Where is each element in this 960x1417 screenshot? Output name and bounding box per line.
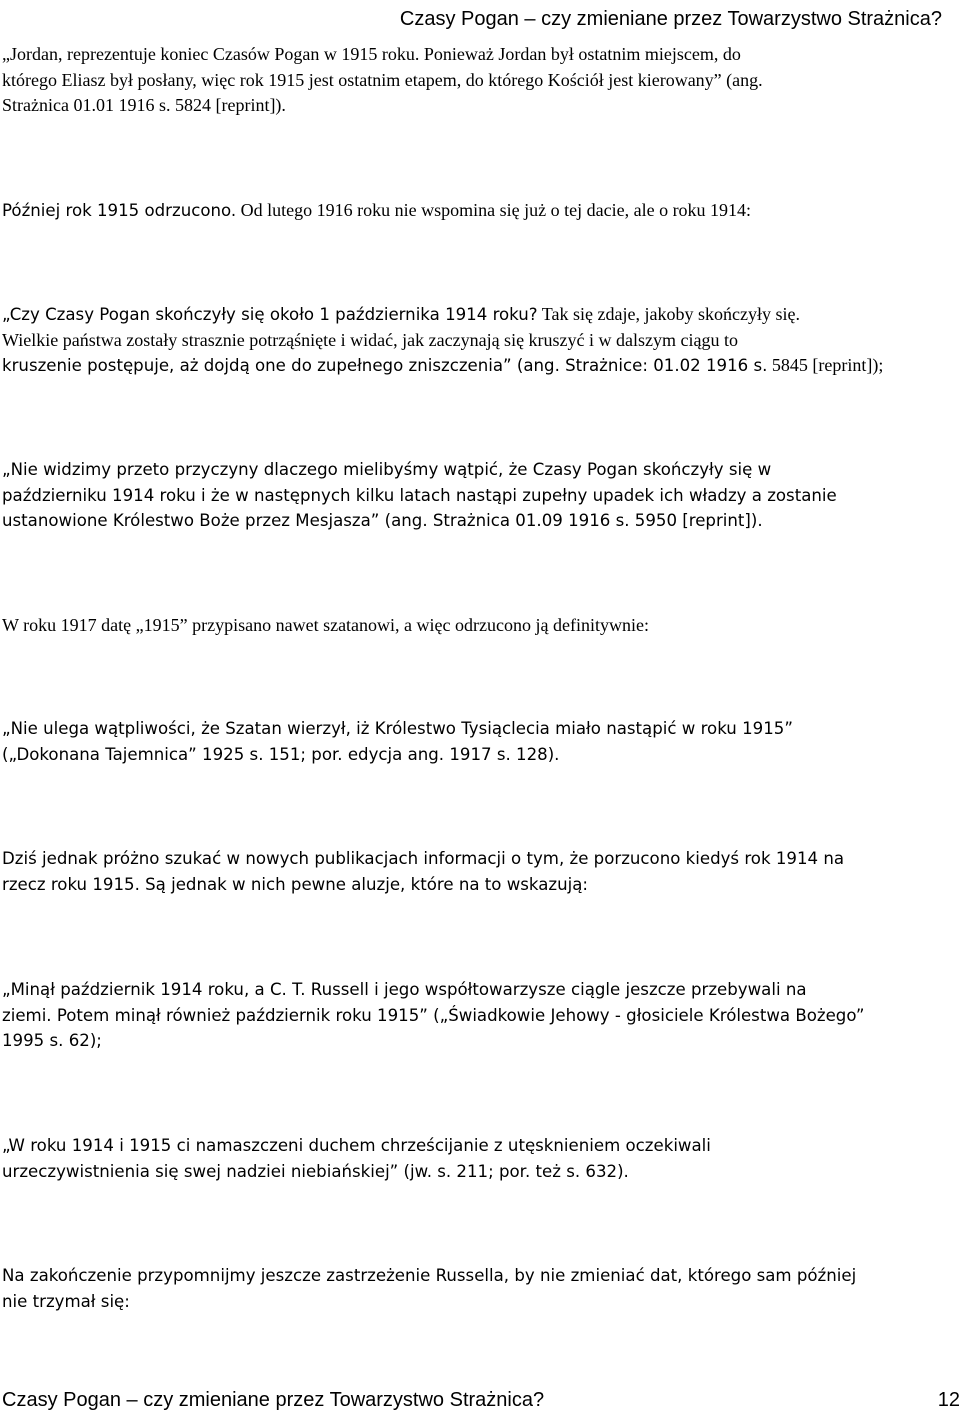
text-line: którego Eliasz był posłany, więc rok 1915 jest ostatnim etapem, do którego Kościół jest kierowany” (ang. <box>2 69 763 90</box>
paragraph-1915-rejected <box>2 198 960 224</box>
text-span: 5845 [reprint]); <box>767 355 884 375</box>
text-line: „Nie widzimy przeto przyczyny dlaczego mielibyśmy wątpić, że Czasy Pogan skończyły się w <box>2 460 772 479</box>
text-span: Później rok 1915 odrzucono. <box>2 201 237 220</box>
text-line: Dziś jednak próżno szukać w nowych publikacjach informacji o tym, że porzucono kiedyś rok 1914 na <box>2 849 845 868</box>
footer-title: Czasy Pogan – czy zmieniane przez Towarzystwo Strażnica? <box>2 1389 545 1411</box>
text-line: nie trzymał się: <box>2 1291 130 1311</box>
text-line: ustanowione Królestwo Boże przez Mesjasza” (ang. Strażnica 01.09 1916 s. 5950 [reprint]). <box>2 511 763 530</box>
quote-nie-widzimy <box>2 457 960 534</box>
quote-nie-ulega <box>2 716 960 767</box>
text-line: ziemi. Potem minął również październik roku 1915” („Świadkowie Jehowy - głosiciele Królestwa Bożego” <box>2 1005 865 1025</box>
text-line: („Dokonana Tajemnica” 1925 s. 151; por. edycja ang. 1917 s. 128). <box>2 744 560 764</box>
text-span: „Czy Czasy Pogan skończyły się około 1 października 1914 roku? <box>2 305 538 324</box>
text-line: październiku 1914 roku i że w następnych kilku latach nastąpi zupełny upadek ich władzy a zostanie <box>2 485 837 505</box>
text-line: „Minął październik 1914 roku, a C. T. Russell i jego współtowarzysze ciągle jeszcze przebywali na <box>2 980 807 999</box>
text-line: „Nie ulega wątpliwości, że Szatan wierzył, iż Królestwo Tysiąclecia miało nastąpić w roku 1915” <box>2 719 793 738</box>
page-footer <box>0 1385 960 1415</box>
text-line: 1995 s. 62); <box>2 1031 102 1050</box>
text-line: Na zakończenie przypomnijmy jeszcze zastrzeżenie Russella, by nie zmieniać dat, którego sam później <box>2 1266 857 1285</box>
text-line: urzeczywistnienia się swej nadziei niebiańskiej” (jw. s. 211; por. też s. 632). <box>2 1161 629 1181</box>
paragraph-na-zakonczenie <box>2 1263 960 1314</box>
text-span: kruszenie postępuje, aż dojdą one do zupełnego zniszczenia” (ang. Strażnice: 01.02 1916 s. <box>2 356 768 375</box>
text-line: „Jordan, reprezentuje koniec Czasów Pogan w 1915 roku. Ponieważ Jordan był ostatnim miejscem, do <box>2 44 741 64</box>
text-line: „W roku 1914 i 1915 ci namaszczeni duchem chrześcijanie z utęsknieniem oczekiwali <box>2 1136 711 1155</box>
quote-w-roku-1914 <box>2 1133 960 1184</box>
text-line: Strażnica 01.01 1916 s. 5824 [reprint]). <box>2 95 286 115</box>
text-line: rzecz roku 1915. Są jednak w nich pewne aluzje, które na to wskazują: <box>2 874 589 894</box>
text-line: W roku 1917 datę „1915” przypisano nawet szatanowi, a więc odrzucono ją definitywnie: <box>2 615 649 635</box>
paragraph-dzis-jednak <box>2 846 960 897</box>
running-header: Czasy Pogan – czy zmieniane przez Towarzystwo Strażnica? <box>399 8 942 30</box>
page-number: 12 <box>937 1389 960 1411</box>
quote-jordan-1915 <box>2 42 960 119</box>
text-span: Tak się zdaje, jakoby skończyły się. <box>537 304 800 324</box>
quote-minal-pazdziernik <box>2 977 960 1054</box>
text-span: Od lutego 1916 roku nie wspomina się już o tej dacie, ale o roku 1914: <box>236 200 752 220</box>
text-line: Wielkie państwa zostały strasznie potrząśnięte i widać, jak zaczynają się kruszyć i w dalszym ciągu to <box>2 329 738 350</box>
quote-czy-czasy-pogan <box>2 302 960 379</box>
paragraph-1917-satan <box>2 613 960 639</box>
